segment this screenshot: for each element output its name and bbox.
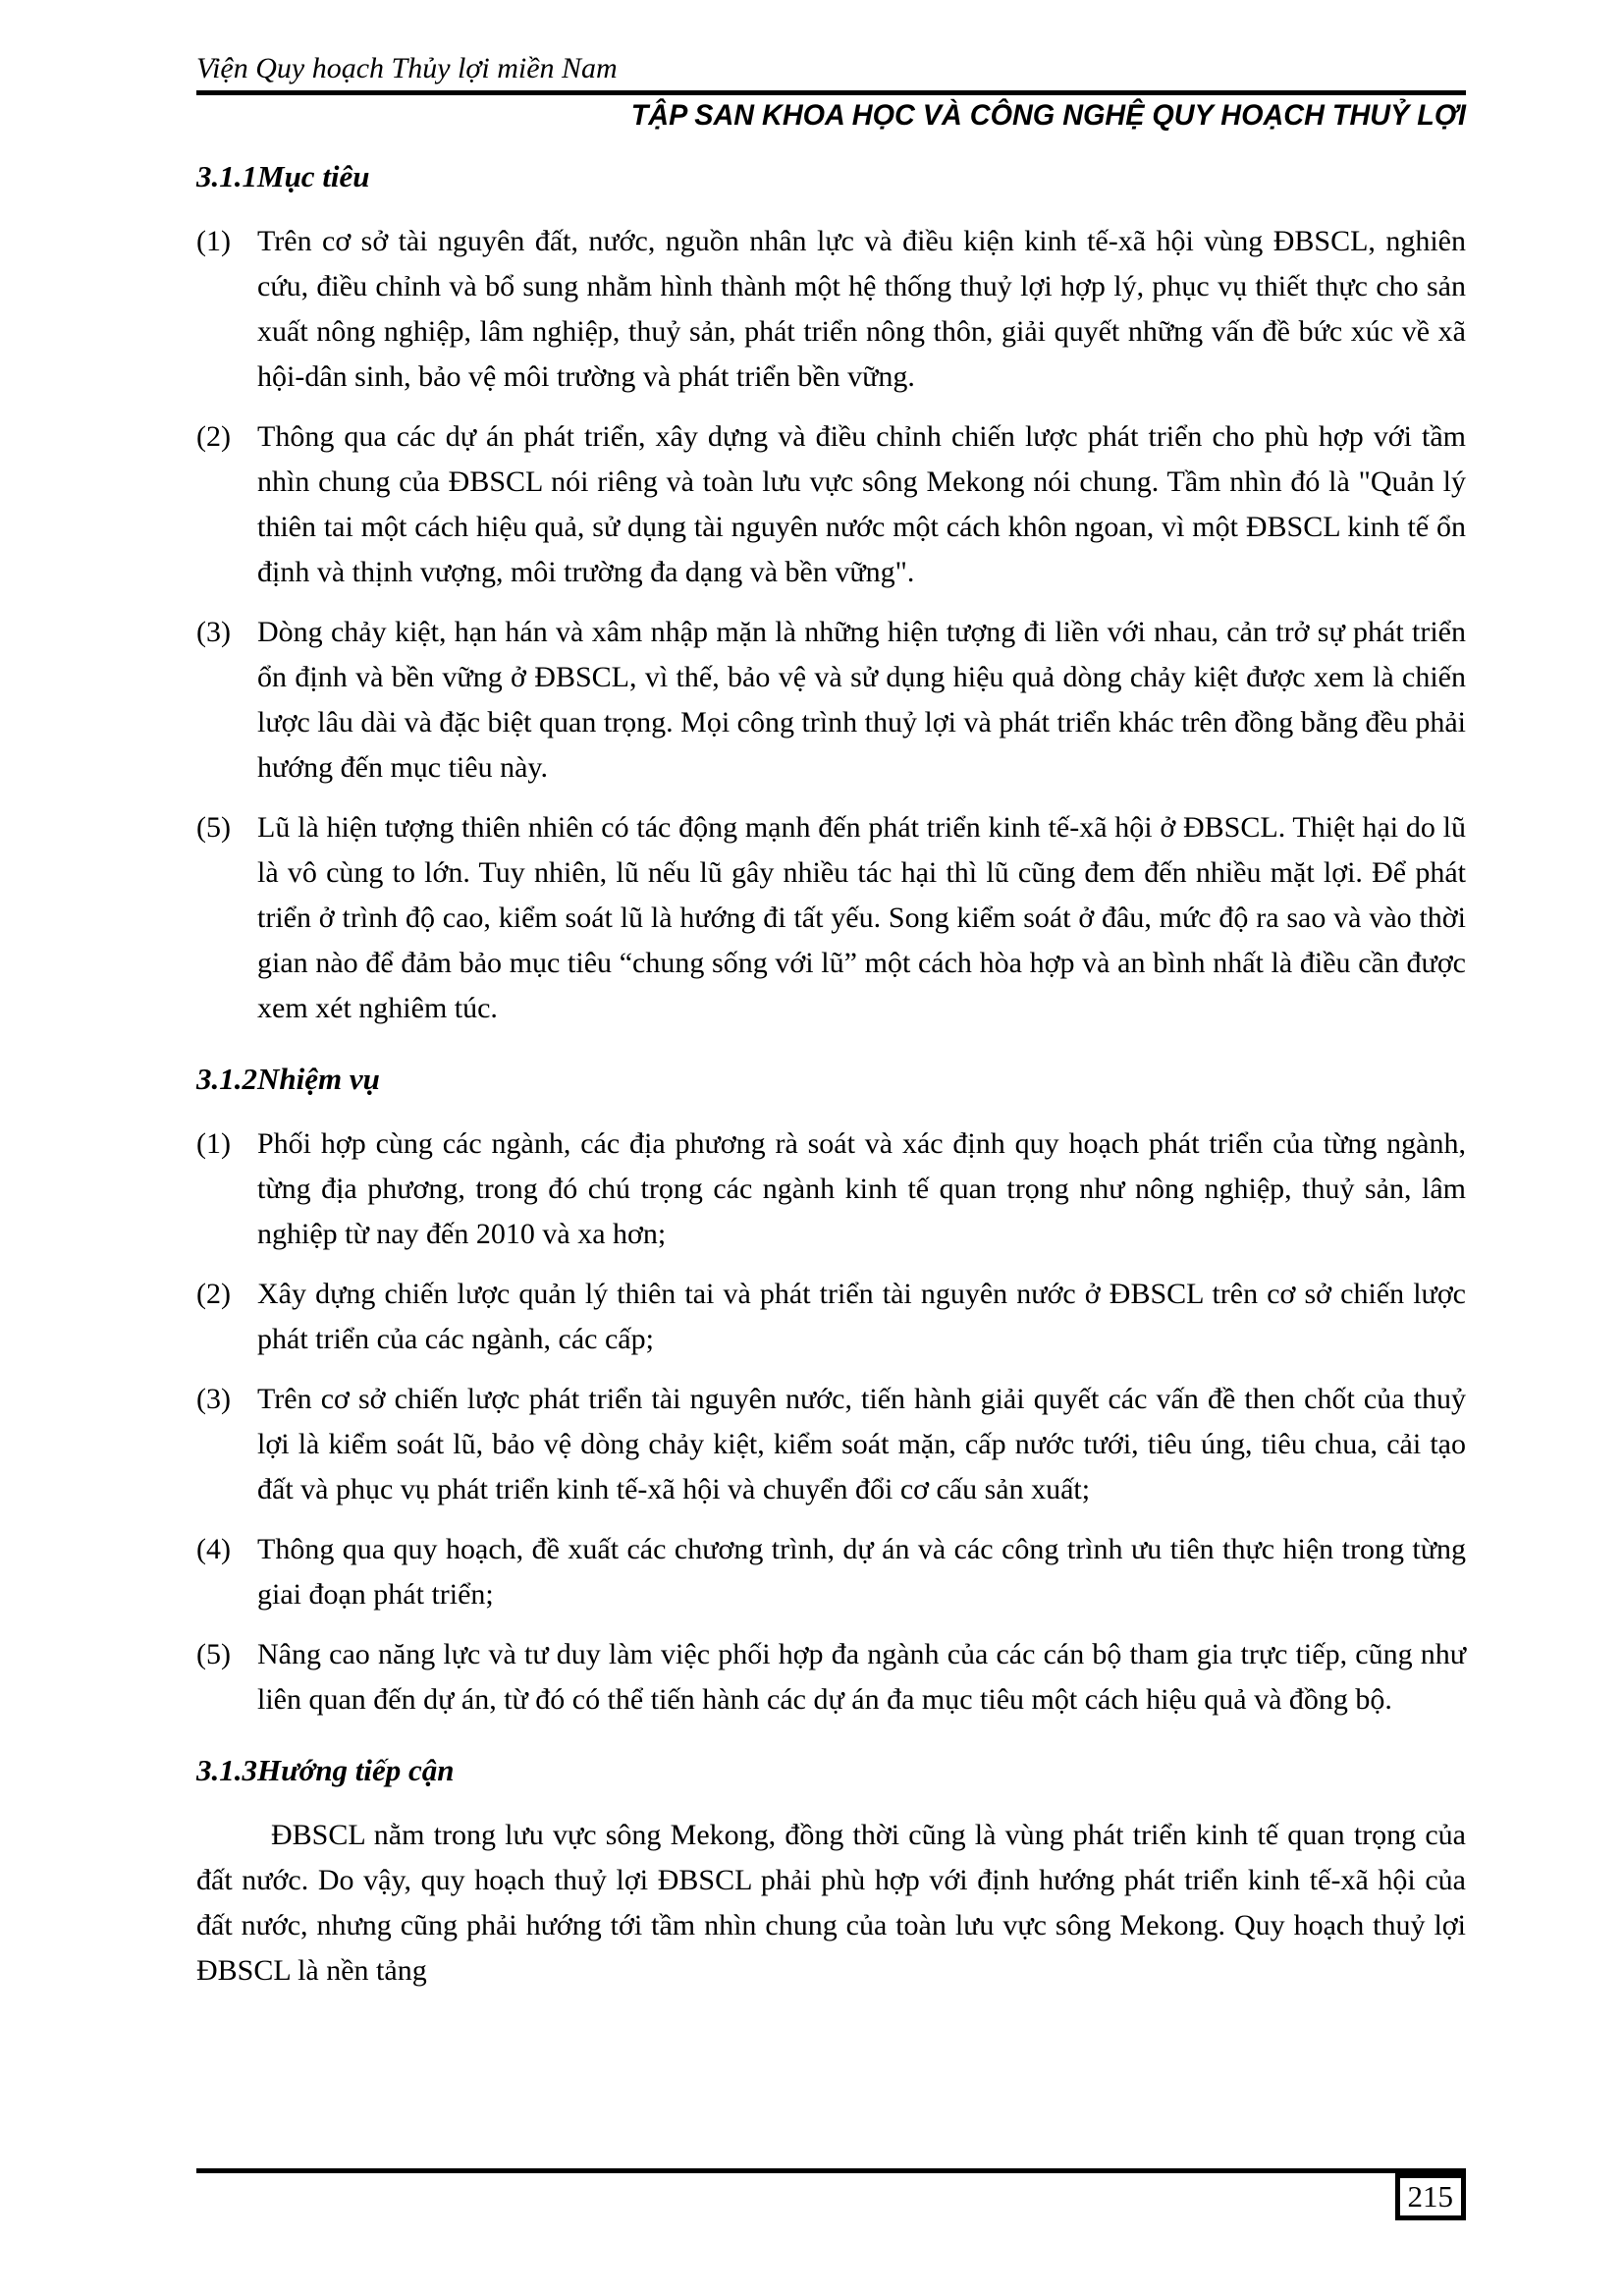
section-number: 3.1.3 [196, 1753, 257, 1787]
section-title: Mục tiêu [257, 159, 370, 193]
item-label: (3) [196, 1383, 231, 1415]
section-title: Nhiệm vụ [257, 1062, 380, 1096]
item-label: (2) [196, 1278, 231, 1310]
item-text: Phối hợp cùng các ngành, các địa phương rà soát và xác định quy hoạch phát triển của từng ngành, từng địa phương, trong đó chú trọng các ngành kinh tế quan trọng như nông nghiệp, thuỷ sản, lâm nghiệp từ nay đến 2010 và xa hơn; [257, 1127, 1466, 1250]
item-text: Trên cơ sở tài nguyên đất, nước, nguồn nhân lực và điều kiện kinh tế-xã hội vùng ĐBSCL, nghiên cứu, điều chỉnh và bổ sung nhằm hình thành một hệ thống thuỷ lợi hợp lý, phục vụ thiết thực cho sản xuất nông nghiệp, lâm nghiệp, thuỷ sản, phát triển nông thôn, giải quyết những vấn đề bức xúc về xã hội-dân sinh, bảo vệ môi trường và phát triển bền vững. [257, 225, 1466, 393]
item-text: Thông qua các dự án phát triển, xây dựng và điều chỉnh chiến lược phát triển cho phù hợp với tầm nhìn chung của ĐBSCL nói riêng và toàn lưu vực sông Mekong nói chung. Tầm nhìn đó là "Quản lý thiên tai một cách hiệu quả, sử dụng tài nguyên nước một cách khôn ngoan, vì một ĐBSCL kinh tế ổn định và thịnh vượng, môi trường đa dạng và bền vững". [257, 420, 1466, 588]
list-item [196, 414, 1466, 595]
list-item [196, 610, 1466, 791]
footer-rule [196, 2168, 1466, 2173]
page-footer [196, 2168, 1466, 2220]
item-label: (5) [196, 1638, 231, 1670]
document-body [196, 154, 1466, 1994]
section-heading-nhiem-vu [196, 1057, 1466, 1102]
running-header-institution: Viện Quy hoạch Thủy lợi miền Nam [196, 52, 618, 84]
list-item [196, 1527, 1466, 1617]
section-title: Hướng tiếp cận [257, 1753, 455, 1787]
list-item [196, 1632, 1466, 1722]
list-item [196, 1121, 1466, 1257]
section-number: 3.1.2 [196, 1062, 257, 1096]
section-heading-huong-tiep-can [196, 1748, 1466, 1793]
list-item [196, 219, 1466, 400]
item-text: Lũ là hiện tượng thiên nhiên có tác động mạnh đến phát triển kinh tế-xã hội ở ĐBSCL. Thiệt hại do lũ là vô cùng to lớn. Tuy nhiên, lũ nếu lũ gây nhiều tác hại thì lũ cũng đem đến nhiều mặt lợi. Để phát triển ở trình độ cao, kiểm soát lũ là hướng đi tất yếu. Song kiểm soát ở đâu, mức độ ra sao và vào thời gian nào để đảm bảo mục tiêu “chung sống với lũ” một cách hòa hợp và an bình nhất là điều cần được xem xét nghiêm túc. [257, 811, 1466, 1024]
page-number-box [1395, 2173, 1467, 2220]
list-item [196, 1377, 1466, 1512]
item-text: Xây dựng chiến lược quản lý thiên tai và phát triển tài nguyên nước ở ĐBSCL trên cơ sở chiến lược phát triển của các ngành, các cấp; [257, 1278, 1466, 1355]
item-text: Trên cơ sở chiến lược phát triển tài nguyên nước, tiến hành giải quyết các vấn đề then chốt của thuỷ lợi là kiểm soát lũ, bảo vệ dòng chảy kiệt, kiểm soát mặn, cấp nước tưới, tiêu úng, tiêu chua, cải tạo đất và phục vụ phát triển kinh tế-xã hội và chuyển đổi cơ cấu sản xuất; [257, 1383, 1466, 1505]
item-text: Thông qua quy hoạch, đề xuất các chương trình, dự án và các công trình ưu tiên thực hiện trong từng giai đoạn phát triển; [257, 1533, 1466, 1611]
list-item [196, 1272, 1466, 1362]
item-label: (1) [196, 1127, 231, 1160]
item-label: (3) [196, 616, 231, 648]
page-number: 215 [1407, 2179, 1453, 2214]
page-header [196, 51, 1466, 137]
item-label: (4) [196, 1533, 231, 1565]
closing-paragraph: ĐBSCL nằm trong lưu vực sông Mekong, đồng thời cũng là vùng phát triển kinh tế quan trọng của đất nước. Do vậy, quy hoạch thuỷ lợi ĐBSCL phải phù hợp với định hướng phát triển kinh tế-xã hội của đất nước, nhưng cũng phải hướng tới tầm nhìn chung của toàn lưu vực sông Mekong. Quy hoạch thuỷ lợi ĐBSCL là nền tảng [196, 1819, 1466, 1987]
item-label: (2) [196, 420, 231, 453]
section-number: 3.1.1 [196, 159, 257, 193]
section-heading-muc-tieu [196, 154, 1466, 199]
item-text: Dòng chảy kiệt, hạn hán và xâm nhập mặn là những hiện tượng đi liền với nhau, cản trở sự phát triển ổn định và bền vững ở ĐBSCL, vì thế, bảo vệ và sử dụng hiệu quả dòng chảy kiệt được xem là chiến lược lâu dài và đặc biệt quan trọng. Mọi công trình thuỷ lợi và phát triển khác trên đồng bằng đều phải hướng đến mục tiêu này. [257, 616, 1466, 784]
item-label: (5) [196, 811, 231, 844]
running-header-journal-title: TẬP SAN KHOA HỌC VÀ CÔNG NGHỆ QUY HOẠCH THUỶ LỢI [630, 99, 1466, 132]
item-label: (1) [196, 225, 231, 257]
item-text: Nâng cao năng lực và tư duy làm việc phối hợp đa ngành của các cán bộ tham gia trực tiếp, cũng như liên quan đến dự án, từ đó có thể tiến hành các dự án đa mục tiêu một cách hiệu quả và đồng bộ. [257, 1638, 1466, 1716]
list-item [196, 805, 1466, 1031]
